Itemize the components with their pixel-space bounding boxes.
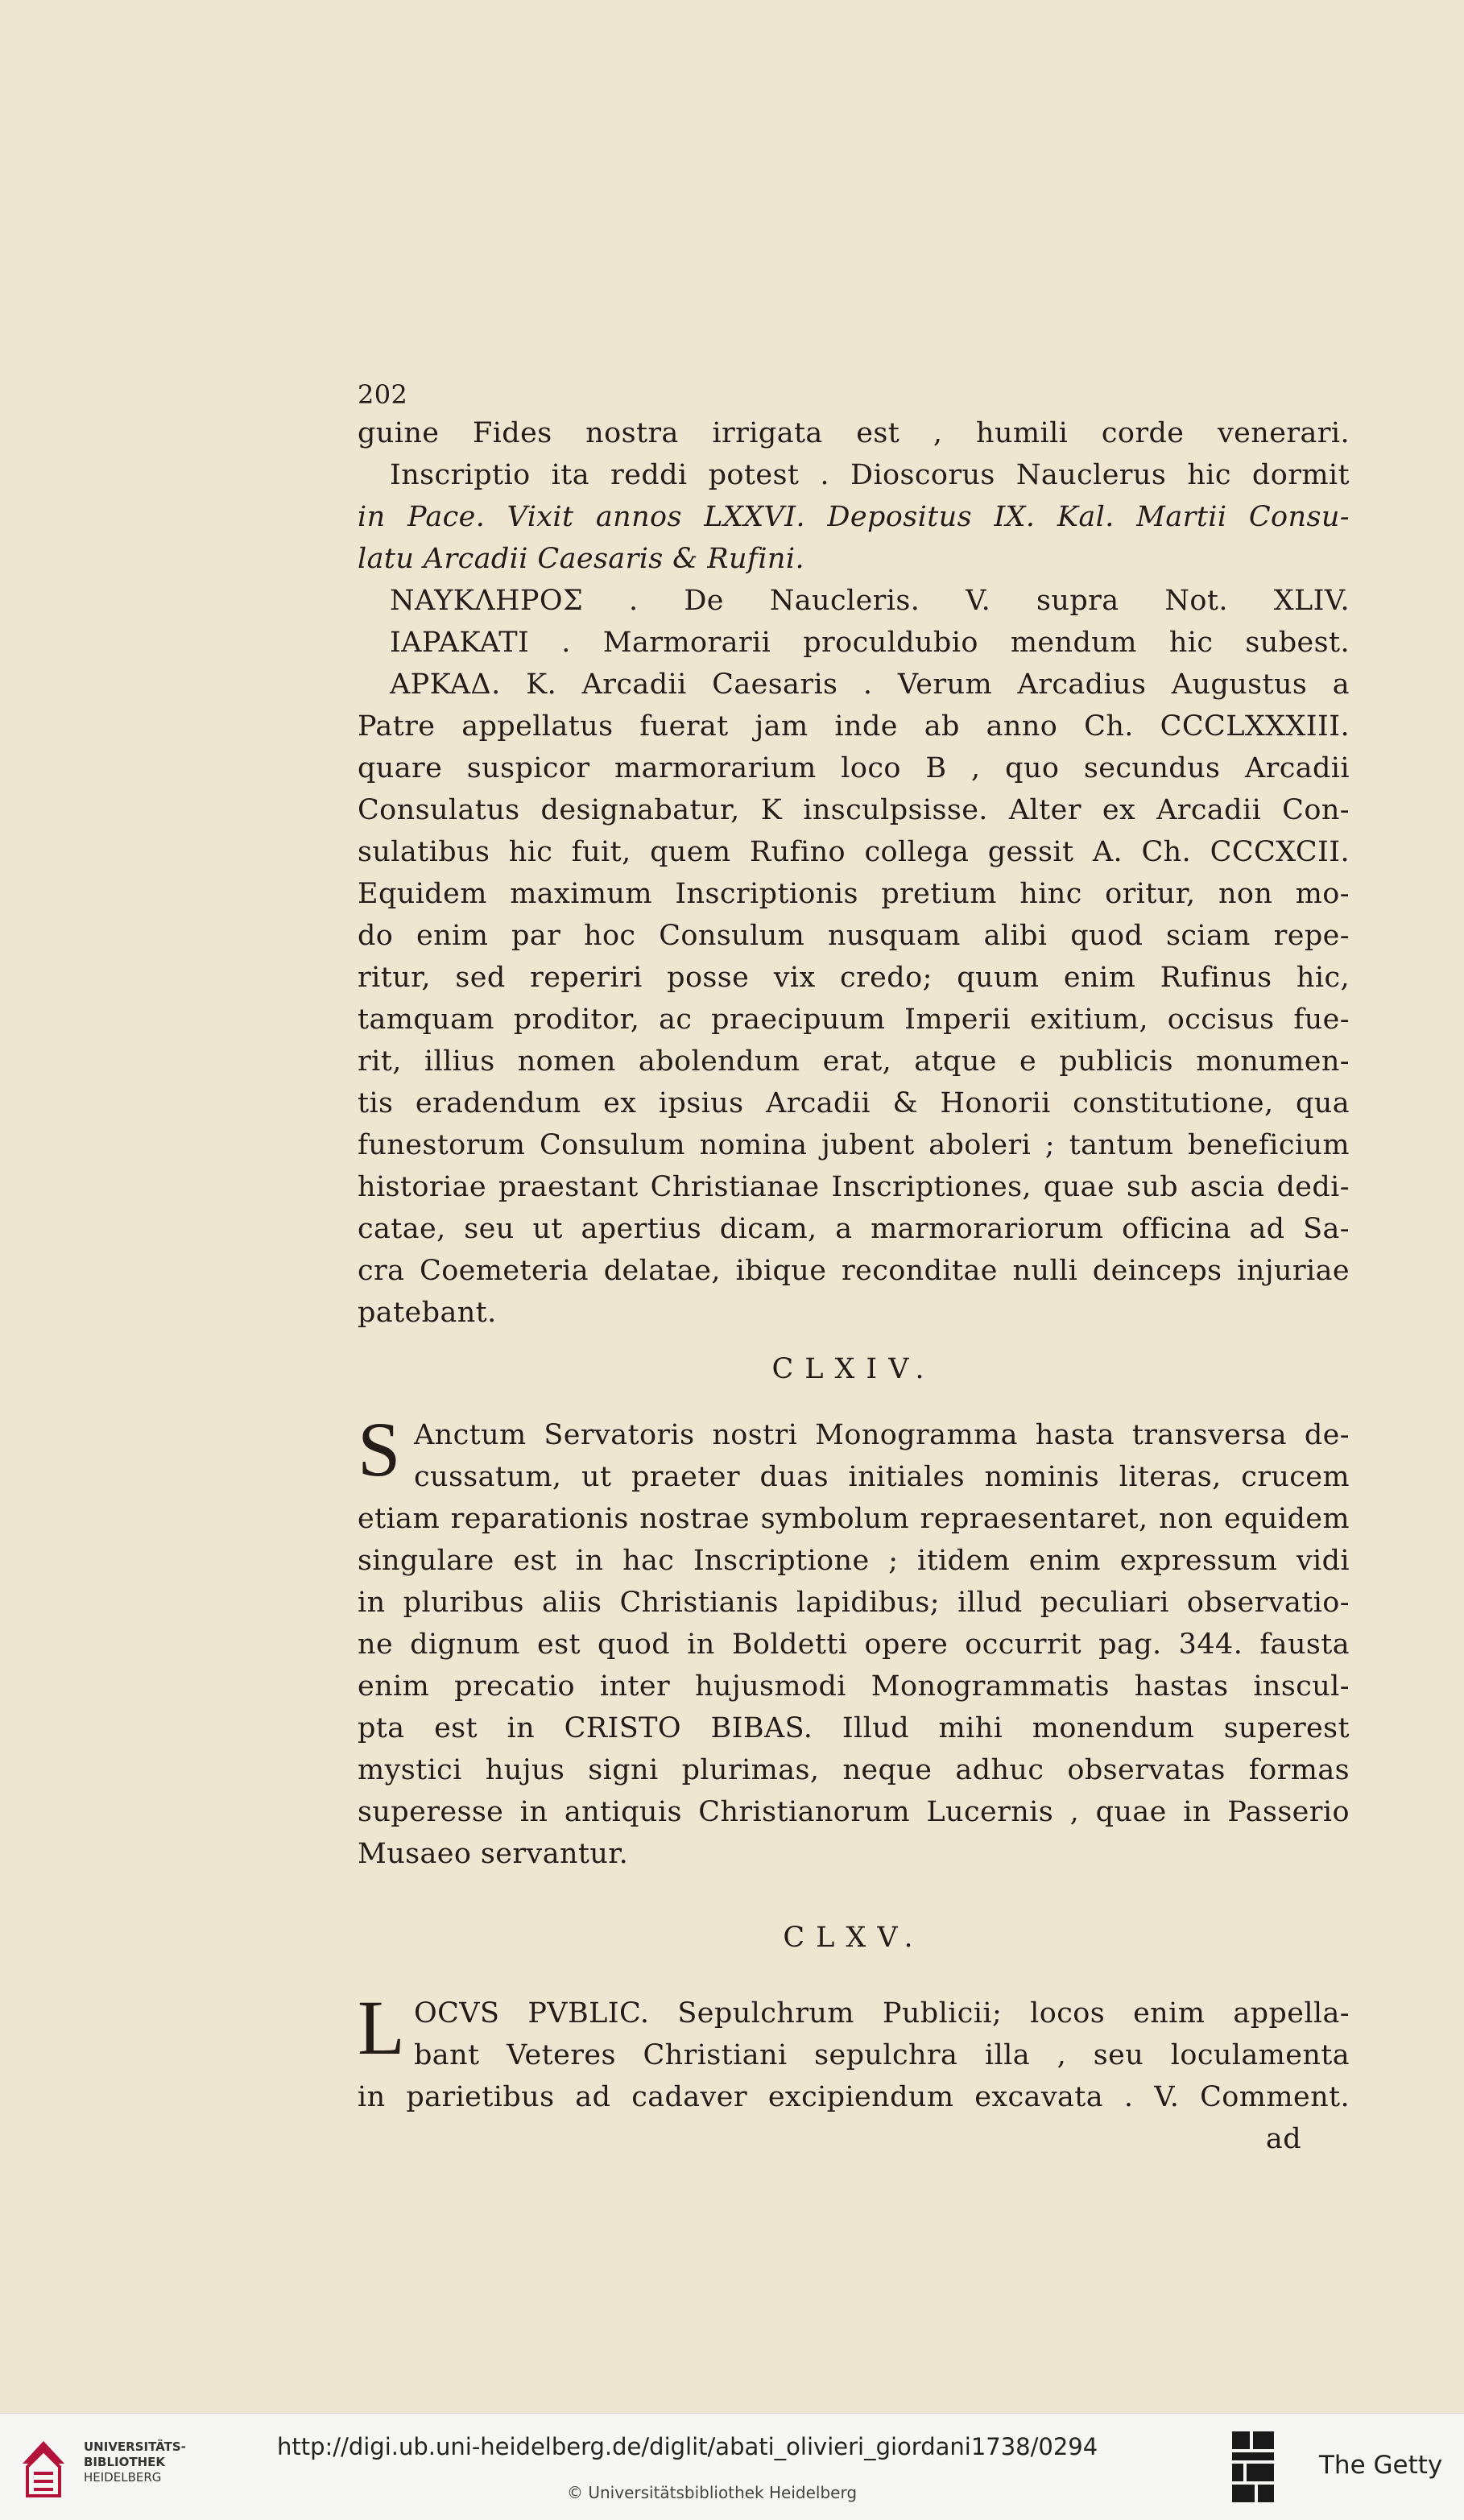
text-line: cra Coemeteria delatae, ibique reconditae nulli deinceps injuriae — [358, 1255, 1350, 1287]
text-line: APKAΔ. K. Arcadii Caesaris . Verum Arcadius Augustus a — [390, 668, 1350, 701]
drop-cap: S — [358, 1406, 401, 1492]
text-line: NAYKΛHPOΣ . De Naucleris. V. supra Not. XLIV. — [390, 585, 1350, 617]
permalink-url[interactable]: http://digi.ub.uni-heidelberg.de/diglit/abati_olivieri_giordani1738/0294 — [277, 2433, 1098, 2460]
partner-name: The Getty — [1319, 2451, 1443, 2480]
section-paragraph — [358, 1984, 1350, 2118]
text-line: bant Veteres Christiani sepulchra illa , seu loculamenta — [414, 2039, 1350, 2071]
university-name-line: BIBLIOTHEK — [84, 2455, 165, 2469]
text-line: patebant. — [358, 1297, 497, 1329]
text-line: funestorum Consulum nomina jubent aboleri ; tantum beneficium — [358, 1129, 1350, 1161]
text-line: pta est in CRISTO BIBAS. Illud mihi monendum superest — [358, 1712, 1350, 1744]
text-line: quare suspicor marmorarium loco B , quo secundus Arcadii — [358, 752, 1350, 784]
text-line: historiae praestant Christianae Inscriptiones, quae sub ascia dedi- — [358, 1171, 1350, 1203]
text-line: Consulatus designabatur, K insculpsisse. Alter ex Arcadii Con- — [358, 794, 1350, 826]
university-name-line: HEIDELBERG — [84, 2470, 162, 2485]
section-paragraph — [358, 1406, 1350, 1875]
university-library-name — [84, 2439, 186, 2485]
page-text — [358, 377, 1350, 2160]
text-line: in Pace. Vixit annos LXXVI. Depositus IX. Kal. Martii Consu- — [358, 501, 1350, 533]
text-line: singulare est in hac Inscriptione ; itidem enim expressum vidi — [358, 1545, 1350, 1577]
text-line: ritur, sed reperiri posse vix credo; quum enim Rufinus hic, — [358, 962, 1350, 994]
text-line: OCVS PVBLIC. Sepulchrum Publicii; locos enim appella- — [414, 1997, 1350, 2030]
text-line: ne dignum est quod in Boldetti opere occurrit pag. 344. fausta — [358, 1628, 1350, 1661]
text-line: cussatum, ut praeter duas initiales nominis literas, crucem — [414, 1461, 1350, 1493]
getty-logo-icon[interactable] — [1232, 2431, 1274, 2502]
text-line: latu Arcadii Caesaris & Rufini. — [358, 543, 804, 575]
text-line: sulatibus hic fuit, quem Rufino collega gessit A. Ch. CCCXCII. — [358, 836, 1350, 868]
drop-cap: L — [358, 1984, 406, 2071]
copyright-notice: © Universitätsbibliothek Heidelberg — [567, 2483, 858, 2502]
page-number: 202 — [358, 379, 408, 410]
university-library-logo-icon[interactable] — [16, 2431, 72, 2501]
text-line: etiam reparationis nostrae symbolum repraesentaret, non equidem — [358, 1503, 1350, 1535]
text-line: enim precatio inter hujusmodi Monogrammatis hastas inscul- — [358, 1670, 1350, 1703]
text-line: catae, seu ut apertius dicam, a marmorariorum officina ad Sa- — [358, 1213, 1350, 1245]
text-line: superesse in antiquis Christianorum Lucernis , quae in Passerio — [358, 1796, 1350, 1828]
text-line: tis eradendum ex ipsius Arcadii & Honorii constitutione, qua — [358, 1087, 1350, 1119]
university-name-line: UNIVERSITÄTS- — [84, 2439, 186, 2454]
text-line: in parietibus ad cadaver excipiendum excavata . V. Comment. — [358, 2081, 1350, 2113]
section-heading: CLXIV. — [771, 1353, 936, 1385]
text-line: tamquam proditor, ac praecipuum Imperii exitium, occisus fue- — [358, 1003, 1350, 1036]
text-line: rit, illius nomen abolendum erat, atque e publicis monumen- — [358, 1045, 1350, 1078]
text-line: Inscriptio ita reddi potest . Dioscorus Nauclerus hic dormit — [390, 459, 1350, 491]
viewer-footer — [0, 2413, 1464, 2520]
text-line: do enim par hoc Consulum nusquam alibi quod sciam repe- — [358, 920, 1350, 952]
catchword: ad — [1265, 2123, 1301, 2155]
text-line: Musaeo servantur. — [358, 1838, 629, 1870]
text-line: Equidem maximum Inscriptionis pretium hinc oritur, non mo- — [358, 878, 1350, 910]
section-heading: CLXV. — [783, 1922, 924, 1954]
text-line: in pluribus aliis Christianis lapidibus; illud peculiari observatio- — [358, 1587, 1350, 1619]
text-line: Patre appellatus fuerat jam inde ab anno Ch. CCCLXXXIII. — [358, 710, 1350, 743]
text-line: guine Fides nostra irrigata est , humili corde venerari. — [358, 417, 1350, 449]
text-line: Anctum Servatoris nostri Monogramma hasta transversa de- — [414, 1419, 1350, 1451]
text-line: mystici hujus signi plurimas, neque adhuc observatas formas — [358, 1754, 1350, 1786]
text-line: IAPAKATI . Marmorarii proculdubio mendum hic subest. — [390, 627, 1350, 659]
